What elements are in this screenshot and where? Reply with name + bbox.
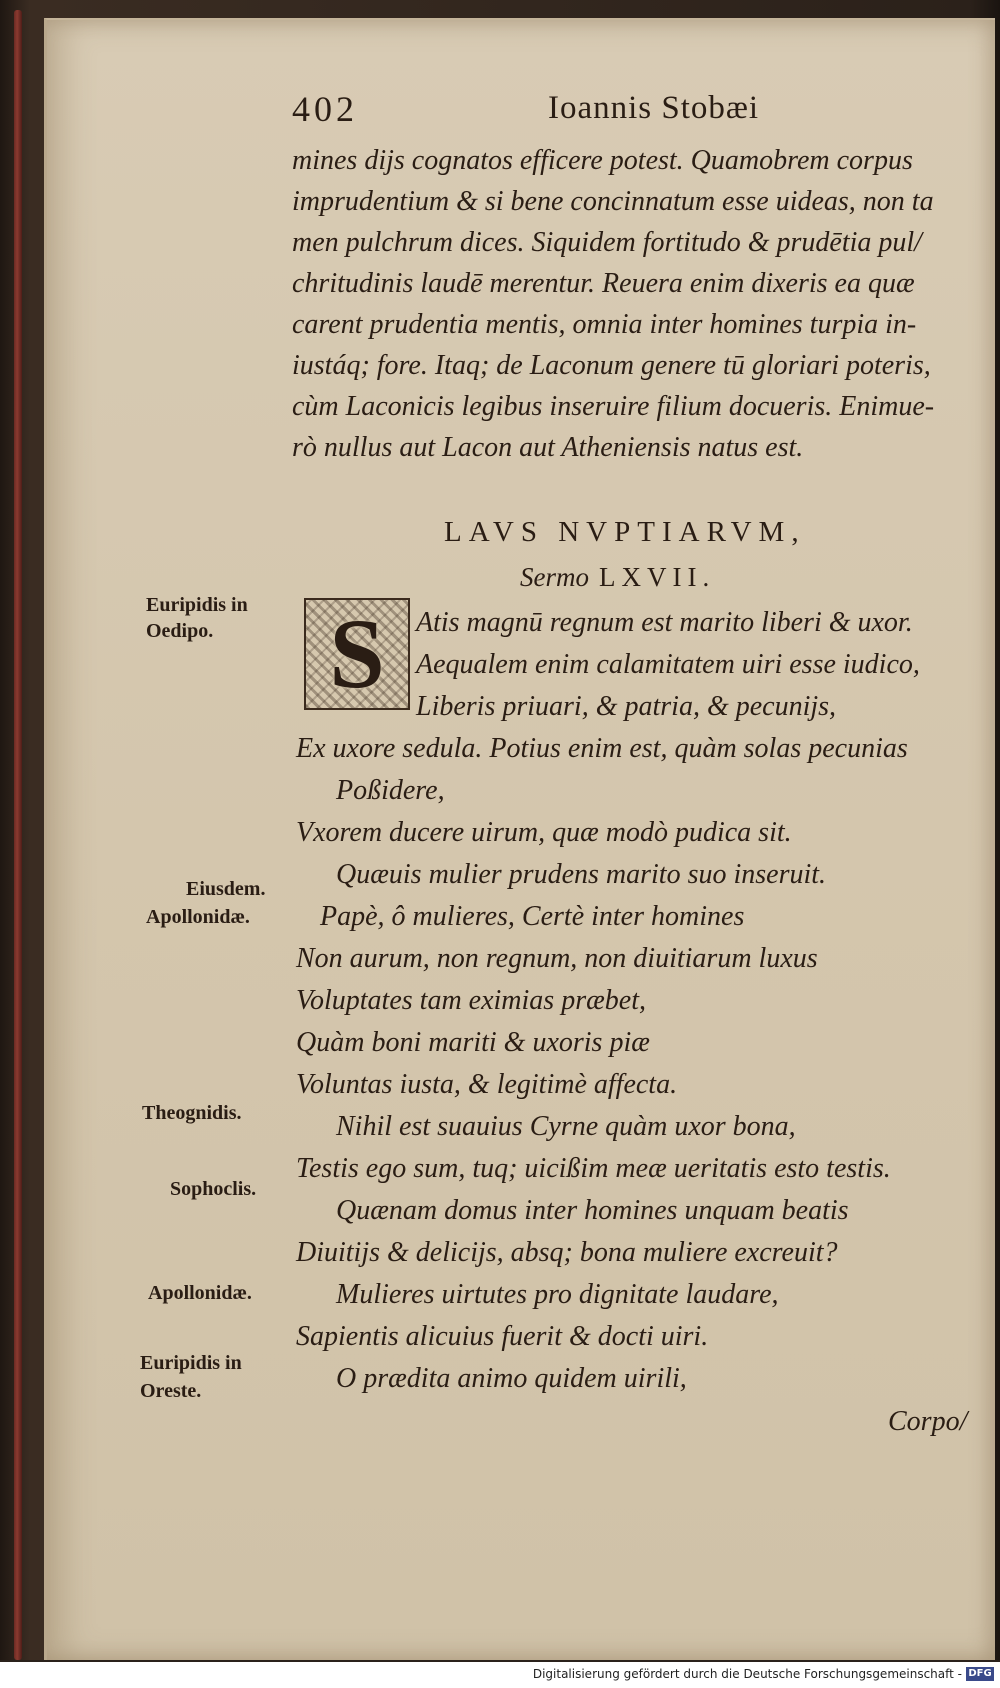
sermo-label: Sermo xyxy=(520,562,589,592)
verse-line: Liberis priuari, & patria, & pecunijs, xyxy=(416,691,837,722)
margin-note: Theognidis. xyxy=(142,1102,242,1124)
prose-line: chritudinis laudē merentur. Reuera enim dixeris ea quæ xyxy=(292,268,915,299)
prose-line: cùm Laconicis legibus inseruire filium docueris. Enimue- xyxy=(292,391,935,422)
section-title: LAVS NVPTIARVM, xyxy=(444,516,806,548)
book-edge xyxy=(14,10,22,1660)
verse-line: Testis ego sum, tuq; uicißim meæ ueritatis esto testis. xyxy=(296,1153,891,1184)
sermo-heading xyxy=(520,562,715,593)
verse-line: O prædita animo quidem uirili, xyxy=(336,1363,687,1394)
verse-line: Voluptates tam eximias præbet, xyxy=(296,985,646,1016)
decorated-initial xyxy=(304,598,410,710)
prose-line: imprudentium & si bene concinnatum esse uideas, non ta xyxy=(292,186,934,217)
verse-line: Non aurum, non regnum, non diuitiarum luxus xyxy=(296,943,818,974)
verse-line: Mulieres uirtutes pro dignitate laudare, xyxy=(336,1279,779,1310)
prose-line: iustáq; fore. Itaq; de Laconum genere tū gloriari poteris, xyxy=(292,350,931,381)
prose-line: mines dijs cognatos efficere potest. Quamobrem corpus xyxy=(292,145,913,176)
margin-note: Eiusdem. xyxy=(186,878,266,900)
margin-note: Euripidis in xyxy=(146,594,248,616)
initial-letter: S xyxy=(329,598,385,709)
verse-line: Ex uxore sedula. Potius enim est, quàm solas pecunias xyxy=(296,733,908,764)
catchword: Corpo/ xyxy=(888,1406,968,1437)
verse-line: Poßidere, xyxy=(336,775,445,806)
footer-credit: Digitalisierung gefördert durch die Deutsche Forschungsgemeinschaft - xyxy=(532,1667,962,1681)
margin-note: Euripidis in xyxy=(140,1352,242,1374)
verse-line: Atis magnū regnum est marito liberi & uxor. xyxy=(416,607,913,638)
verse-line: Voluntas iusta, & legitimè affecta. xyxy=(296,1069,678,1100)
margin-note: Sophoclis. xyxy=(170,1178,257,1200)
margin-note: Oedipo. xyxy=(146,620,214,642)
sermo-number: LXVII. xyxy=(599,562,716,592)
margin-note: Apollonidæ. xyxy=(146,906,250,928)
verse-line: Quænam domus inter homines unquam beatis xyxy=(336,1195,849,1226)
margin-note: Oreste. xyxy=(140,1380,202,1402)
verse-line: Papè, ô mulieres, Certè inter homines xyxy=(320,901,745,932)
verse-line: Diuitijs & delicijs, absq; bona muliere excreuit? xyxy=(296,1237,838,1268)
prose-block xyxy=(292,140,992,468)
verse-line: Aequalem enim calamitatem uiri esse iudico, xyxy=(416,649,920,680)
prose-line: men pulchrum dices. Siquidem fortitudo & prudētia pul/ xyxy=(292,227,922,258)
footer-bar xyxy=(0,1662,1000,1688)
verse-line: Quæuis mulier prudens marito suo inseruit. xyxy=(336,859,827,890)
prose-line: carent prudentia mentis, omnia inter homines turpia in- xyxy=(292,309,917,340)
verse-line: Quàm boni mariti & uxoris piæ xyxy=(296,1027,650,1058)
prose-line: rò nullus aut Lacon aut Atheniensis natus est. xyxy=(292,432,804,463)
dfg-logo: DFG xyxy=(966,1667,994,1681)
page-number: 402 xyxy=(292,89,358,129)
verse-line: Nihil est suauius Cyrne quàm uxor bona, xyxy=(336,1111,796,1142)
running-title: Ioannis Stobæi xyxy=(548,90,760,126)
verse-line: Sapientis alicuius fuerit & docti uiri. xyxy=(296,1321,709,1352)
verse-line: Vxorem ducere uirum, quæ modò pudica sit. xyxy=(296,817,792,848)
margin-note: Apollonidæ. xyxy=(148,1282,252,1304)
page-header xyxy=(292,88,832,138)
